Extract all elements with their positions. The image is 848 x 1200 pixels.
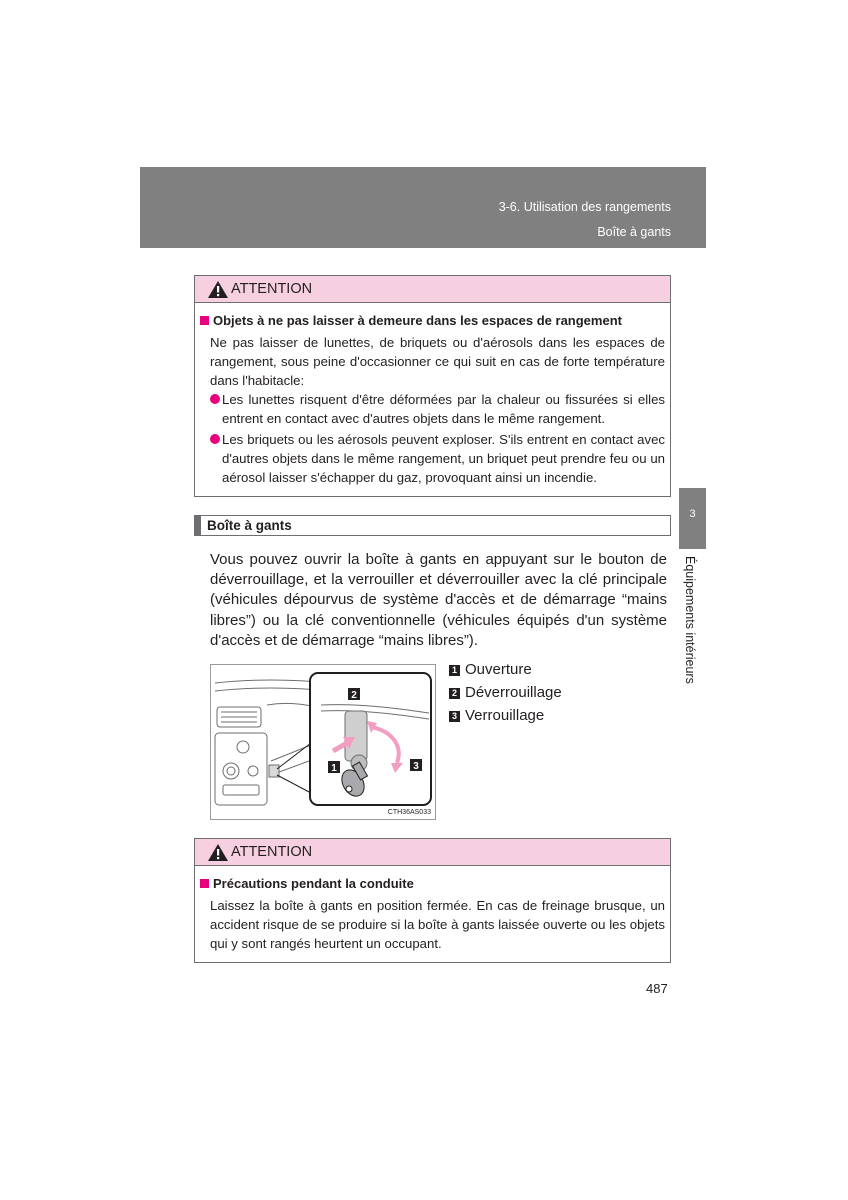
number-2-icon: 2	[449, 688, 460, 699]
warning-triangle-icon	[207, 280, 229, 299]
square-bullet-icon	[200, 316, 209, 325]
round-bullet-icon	[210, 434, 220, 444]
warning-bullet-text: Les lunettes risquent d'être déformées par la chaleur ou fissurées si elles entrent en contact avec d'autres objets dans le même rangement.	[222, 392, 665, 426]
glovebox-drawing	[211, 665, 435, 819]
svg-text:3: 3	[413, 761, 419, 772]
figure-legend	[449, 661, 562, 730]
warning-subtitle	[200, 876, 414, 891]
warning-subtitle-text: Précautions pendant la conduite	[213, 876, 414, 891]
chapter-tab	[679, 488, 706, 549]
chapter-tab-label: Équipements intérieurs	[683, 556, 697, 684]
section-heading-text: Boîte à gants	[207, 518, 292, 533]
glovebox-illustration	[210, 664, 436, 820]
square-bullet-icon	[200, 879, 209, 888]
warning-label: ATTENTION	[231, 844, 313, 860]
warning-paragraph: Laissez la boîte à gants en position fermée. En cas de freinage brusque, un accident risque de se produire si la boîte à gants laissée ouverte ou les objets qui y sont rangés heurtent un occupant.	[210, 898, 665, 951]
svg-text:2: 2	[351, 690, 357, 701]
figure-code: CTH36AS033	[387, 809, 431, 816]
warning-box-storage	[194, 275, 671, 497]
warning-paragraph: Ne pas laisser de lunettes, de briquets ou d'aérosols dans les espaces de rangement, sous peine d'occasionner ce qui suit en cas de forte température dans l'habitacle:	[210, 335, 665, 388]
legend-label: Déverrouillage	[465, 684, 562, 701]
warning-bullet	[210, 430, 665, 487]
svg-text:1: 1	[331, 763, 337, 774]
warning-label: ATTENTION	[231, 281, 313, 297]
round-bullet-icon	[210, 394, 220, 404]
number-1-icon: 1	[449, 665, 460, 676]
section-heading	[194, 515, 671, 536]
warning-header	[195, 839, 670, 866]
number-3-icon: 3	[449, 711, 460, 722]
legend-label: Ouverture	[465, 661, 532, 678]
page-number: 487	[646, 981, 668, 996]
section-heading-bar	[195, 516, 201, 535]
warning-triangle-icon	[207, 843, 229, 862]
legend-item-unlocking	[449, 684, 562, 707]
legend-item-opening	[449, 661, 562, 684]
callout-3-icon	[410, 759, 422, 772]
warning-subtitle	[200, 313, 622, 328]
legend-label: Verrouillage	[465, 707, 545, 724]
warning-bullet-text: Les briquets ou les aérosols peuvent exploser. S'ils entrent en contact avec d'autres objets dans le même rangement, un briquet peut prendre feu ou un aérosol laisser s'échapper du gaz, provoquant ainsi un incendie.	[222, 432, 665, 485]
chapter-header	[140, 167, 706, 248]
header-page-title: Boîte à gants	[597, 225, 671, 239]
callout-2-icon	[348, 688, 360, 701]
callout-1-icon	[328, 761, 340, 774]
warning-header	[195, 276, 670, 303]
warning-box-driving	[194, 838, 671, 963]
section-body-text: Vous pouvez ouvrir la boîte à gants en appuyant sur le bouton de déverrouillage, et la verrouiller et déverrouiller avec la clé principale (véhicules dépourvus de système d'accès et de démarrage “mains libres”) ou la clé conventionnelle (véhicules équipés d'un système d'accès et de démarrage “mains libres”).	[210, 551, 667, 649]
header-section-title: 3-6. Utilisation des rangements	[498, 200, 671, 214]
legend-item-locking	[449, 707, 562, 730]
warning-subtitle-text: Objets à ne pas laisser à demeure dans les espaces de rangement	[213, 313, 622, 328]
chapter-tab-number: 3	[689, 508, 696, 520]
warning-bullet	[210, 390, 665, 428]
